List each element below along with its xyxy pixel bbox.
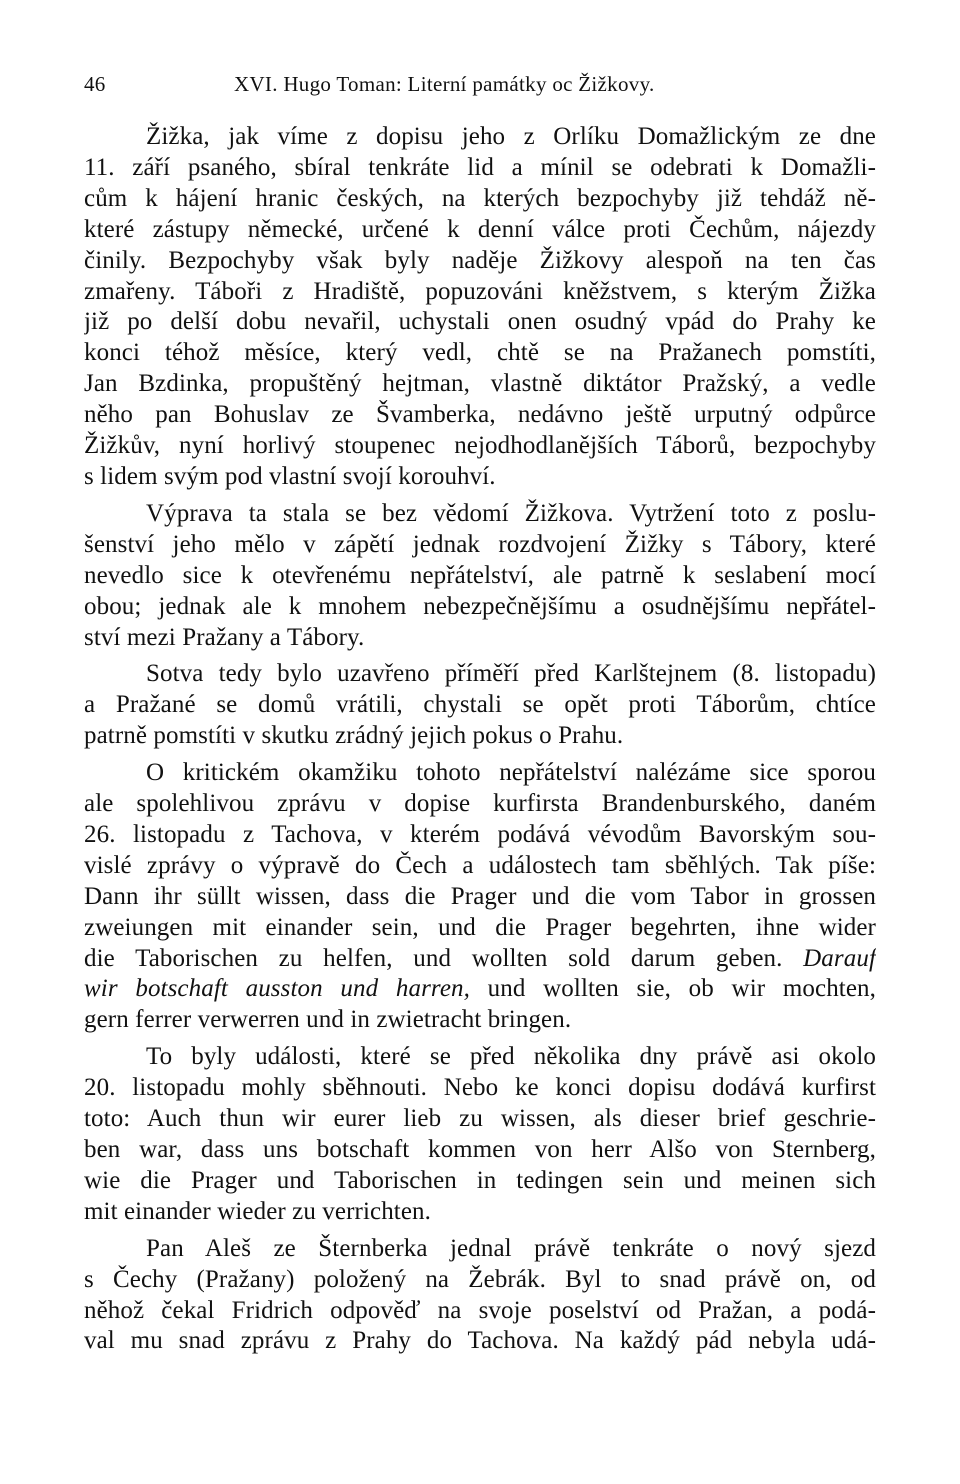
text-line: nevedlo sice k otevřenému nepřátelství, ale patrně k seslabení mocí — [84, 561, 876, 589]
text-line: 26. listopadu z Tachova, v kterém podává vévodům Bavorským sou- — [84, 820, 876, 848]
text-line: které zástupy německé, určené k denní válce proti Čechům, nájezdy — [84, 215, 876, 243]
text-line: gern ferrer verwerren und in zwietracht bringen. — [84, 1006, 572, 1034]
page-number: 46 — [84, 72, 106, 96]
text-line: ben war, dass uns botschaft kommen von herr Alšo von Sternberg, — [84, 1136, 876, 1163]
text-line: To byly události, které se před několika dny právě asi okolo — [146, 1043, 876, 1071]
text-line: O kritickém okamžiku tohoto nepřátelství nalézáme sice sporou — [146, 759, 876, 787]
text-line: zweiungen mit einander sein, und die Prager begehrten, ihne wider — [84, 913, 876, 941]
text-line: ale spolehlivou zprávu v dopise kurfirsta Brandenburského, daném — [84, 790, 876, 818]
text-line: obou; jednak ale k mnohem nebezpečnějšímu a osudnějšímu nepřátel- — [84, 592, 876, 620]
text-line: vislé zprávy o výpravě do Čech a událostech tam sběhlých. Tak píše: — [84, 851, 876, 879]
text-line: činily. Bezpochyby však byly naděje Žižkovy alespoň na ten čas — [84, 246, 876, 274]
text-line: Žižkův, nyní horlivý stoupenec nejodhodlanějších Táborů, bezpochyby — [84, 432, 876, 460]
page-body — [84, 122, 876, 1357]
text-line: šenství jeho mělo v zápětí jednak rozdvojení Žižky s Tábory, které — [84, 530, 876, 558]
text-line: cům k hájení hranic českých, na kterých bezpochyby již tehdáž ně- — [84, 184, 876, 212]
text-line: Jan Bzdinka, propuštěný hejtman, vlastně diktátor Pražský, a vedle — [84, 370, 876, 398]
text-line: již po delší dobu nevařil, uchystali onen osudný vpád do Prahy ke — [84, 308, 876, 336]
text-line: něho pan Bohuslav ze Švamberka, nedávno ještě urputný odpůrce — [84, 401, 876, 429]
paragraph-5 — [84, 1042, 876, 1227]
paragraph-1 — [84, 122, 876, 493]
text-line: Sotva tedy bylo uzavřeno příměří před Karlštejnem (8. listopadu) — [146, 660, 876, 688]
page-header — [84, 64, 876, 100]
text-line: wie die Prager und Taborischen in tedingen sein und meinen sich — [84, 1166, 876, 1194]
running-head: XVI. Hugo Toman: Literní památky oc Žižkovy. — [234, 72, 655, 96]
text-line: val mu snad zprávu z Prahy do Tachova. Na každý pád nebyla udá- — [84, 1327, 876, 1355]
paragraph-3 — [84, 659, 876, 752]
text-line-mixed — [84, 974, 876, 1005]
text-line: Výprava ta stala se bez vědomí Žižkova. Vytržení toto z poslu- — [146, 499, 876, 527]
text-line: s lidem svým pod vlastní svojí korouhví. — [84, 462, 496, 490]
paragraph-4 — [84, 758, 876, 1036]
text-line: mit einander wieder zu verrichten. — [84, 1197, 431, 1225]
text-line: 20. listopadu mohly sběhnouti. Nebo ke konci dopisu dodává kurfirst — [84, 1074, 876, 1102]
text-line: Pan Aleš ze Šternberka jednal právě tenkráte o nový sjezd — [146, 1234, 876, 1262]
paragraph-2 — [84, 499, 876, 654]
text-line-mixed — [84, 944, 876, 975]
text-line: Žižka, jak víme z dopisu jeho z Orlíku Domažlickým ze dne — [146, 123, 876, 150]
text-line: zmařeny. Táboři z Hradiště, popuzováni kněžstvem, s kterým Žižka — [84, 277, 876, 305]
text-line: něhož čekal Fridrich odpověď na svoje poselství od Pražan, a podá- — [84, 1296, 876, 1324]
text-segment: die Taborischen zu helfen, und wollten sold darum geben. — [84, 944, 804, 972]
text-line: toto: Auch thun wir eurer lieb zu wissen, als dieser brief geschrie- — [84, 1105, 876, 1133]
text-line: Dann ihr süllt wissen, dass die Prager und die vom Tabor in grossen — [84, 882, 876, 910]
paragraph-6 — [84, 1234, 876, 1358]
text-line: 11. září psaného, sbíral tenkráte lid a mínil se odebrati k Domažli- — [84, 153, 876, 181]
text-line: s Čechy (Pražany) položený na Žebrák. Byl to snad právě on, od — [84, 1265, 876, 1293]
text-line: ství mezi Pražany a Tábory. — [84, 623, 365, 651]
italic-text: Darauf — [803, 944, 876, 972]
text-line: a Pražané se domů vrátili, chystali se opět proti Táborům, chtíce — [84, 691, 876, 719]
italic-text: wir botschaft ausston und harren, — [84, 975, 470, 1003]
text-line: patrně pomstíti v skutku zrádný jejich pokus o Prahu. — [84, 722, 624, 750]
text-line: konci téhož měsíce, který vedl, chtě se na Pražanech pomstíti, — [84, 339, 876, 367]
text-segment: und wollten sie, ob wir mochten, — [469, 975, 876, 1003]
